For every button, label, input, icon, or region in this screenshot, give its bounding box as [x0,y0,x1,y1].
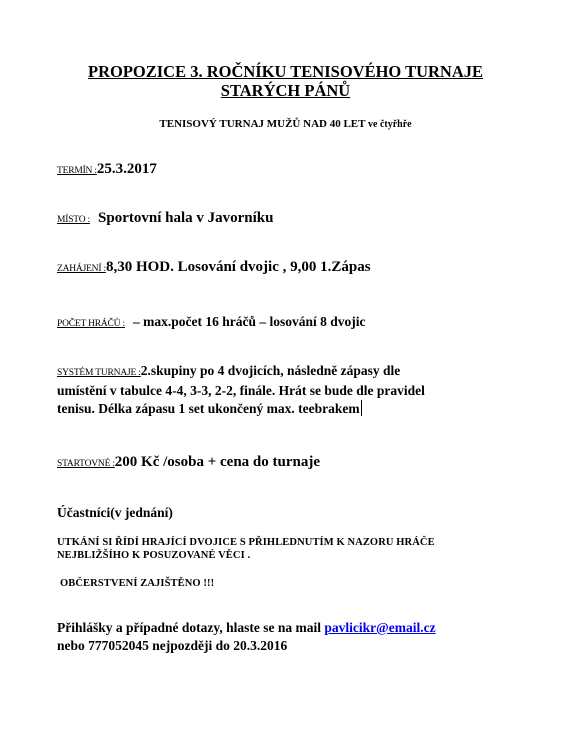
subtitle-main: TENISOVÝ TURNAJ MUŽŮ NAD 40 LET [159,118,366,130]
obcerstveni-note: OBČERSTVENÍ ZAJIŠTĚNO !!! [60,578,215,589]
system-section [57,362,517,418]
text-cursor [361,400,362,416]
termin-value: 25.3.2017 [96,161,157,177]
startovne-value: 200 Kč /osoba + cena do turnaje [114,454,321,470]
system-text-1: 2.skupiny po 4 dvojicích, následně zápasy dle [140,363,401,378]
system-line-2: umístění v tabulce 4-4, 3-3, 2-2, finále. Hrát se bude dle pravidel [57,383,425,398]
pocet-label: POČET HRÁČŮ : [57,319,125,329]
zahajeni-row [57,258,371,276]
utkani-note [57,536,435,562]
subtitle-suffix: ve čtyřhře [368,119,412,130]
prihlasky-line-2: nebo 777052045 nejpozději do 20.3.2016 [57,638,288,653]
prihlasky-line-1 [57,619,537,637]
startovne-row [57,453,320,471]
utkani-line-1: UTKÁNÍ SI ŘÍDÍ HRAJÍCÍ DVOJICE S PŘIHLEDNUTÍM K NAZORU HRÁČE [57,537,435,548]
zahajeni-value: 8,30 HOD. Losování dvojic , 9,00 1.Zápas [105,259,371,275]
system-line-1 [57,362,517,382]
termin-row [57,160,157,178]
startovne-label: STARTOVNÉ : [57,459,115,469]
system-label: SYSTÉM TURNAJE : [57,368,141,378]
subtitle [40,118,531,130]
title-line-2: STARÝCH PÁNŮ [220,81,351,100]
utkani-line-2: NEJBLIŽŠÍHO K POSUZOVANÉ VĚCI . [57,550,251,561]
pocet-row [57,313,365,331]
system-line-3 [57,400,517,418]
system-text-3: tenisu. Délka zápasu 1 set ukončený max. teebrakem [57,401,360,416]
pocet-value: – max.počet 16 hráčů – losování 8 dvojic [132,314,366,329]
zahajeni-label: ZAHÁJENÍ : [57,264,106,274]
ucastnici: Účastníci(v jednání) [57,505,173,520]
misto-label: MÍSTO : [57,215,91,225]
termin-label: TERMÍN : [57,166,97,176]
prihlasky-section [57,619,537,655]
misto-row [57,209,273,227]
prihlasky-text: Přihlášky a případné dotazy, hlaste se na mail [57,620,322,635]
email-link[interactable]: pavlicikr@email.cz [324,620,436,635]
title-line-1: PROPOZICE 3. ROČNÍKU TENISOVÉHO TURNAJE [88,62,483,81]
misto-value: Sportovní hala v Javorníku [98,210,274,226]
